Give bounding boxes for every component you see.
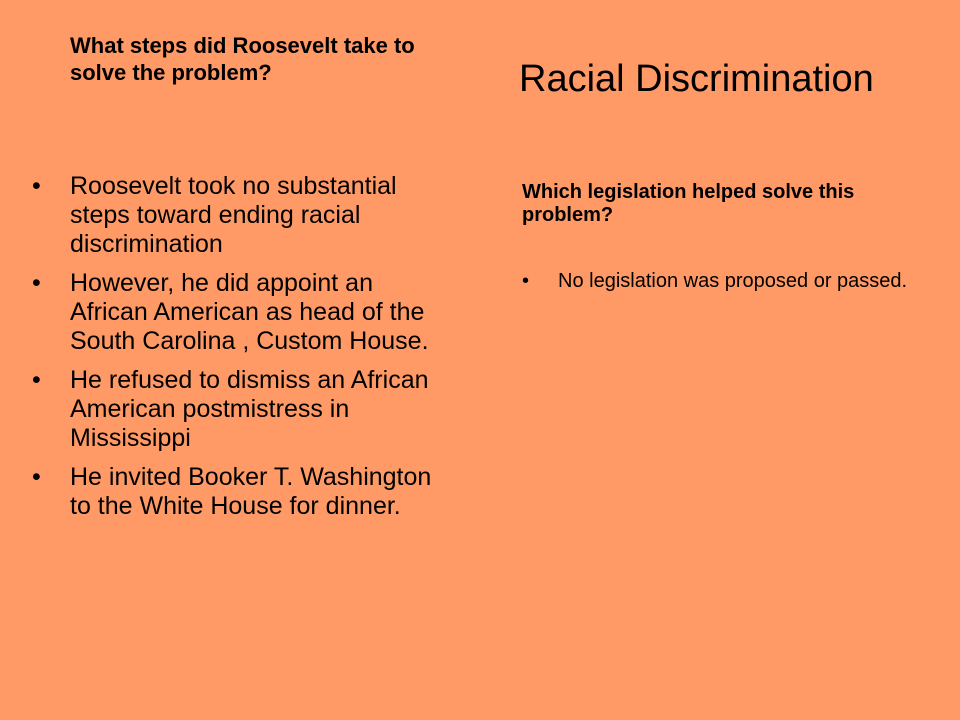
- bullet-icon: •: [32, 269, 41, 297]
- left-heading: What steps did Roosevelt take to solve the problem?: [70, 33, 415, 85]
- list-item: [32, 463, 452, 521]
- bullet-icon: •: [32, 172, 41, 200]
- bullet-text: He refused to dismiss an African American postmistress in Mississippi: [70, 366, 429, 452]
- bullet-text: He invited Booker T. Washington to the White House for dinner.: [70, 463, 432, 520]
- right-bullet-list: [522, 270, 932, 293]
- left-bullet-list: [32, 172, 452, 531]
- bullet-text: Roosevelt took no substantial steps toward ending racial discrimination: [70, 172, 397, 258]
- bullet-text: No legislation was proposed or passed.: [558, 270, 908, 292]
- bullet-icon: •: [32, 366, 41, 394]
- list-item: [32, 366, 452, 453]
- list-item: [522, 270, 932, 293]
- slide-title: Racial Discrimination: [519, 58, 874, 100]
- bullet-text: However, he did appoint an African American as head of the South Carolina , Custom House.: [70, 269, 429, 355]
- bullet-icon: •: [522, 270, 530, 292]
- list-item: [32, 172, 452, 259]
- right-question: Which legislation helped solve this problem?: [522, 181, 855, 226]
- bullet-icon: •: [32, 463, 41, 491]
- list-item: [32, 269, 452, 356]
